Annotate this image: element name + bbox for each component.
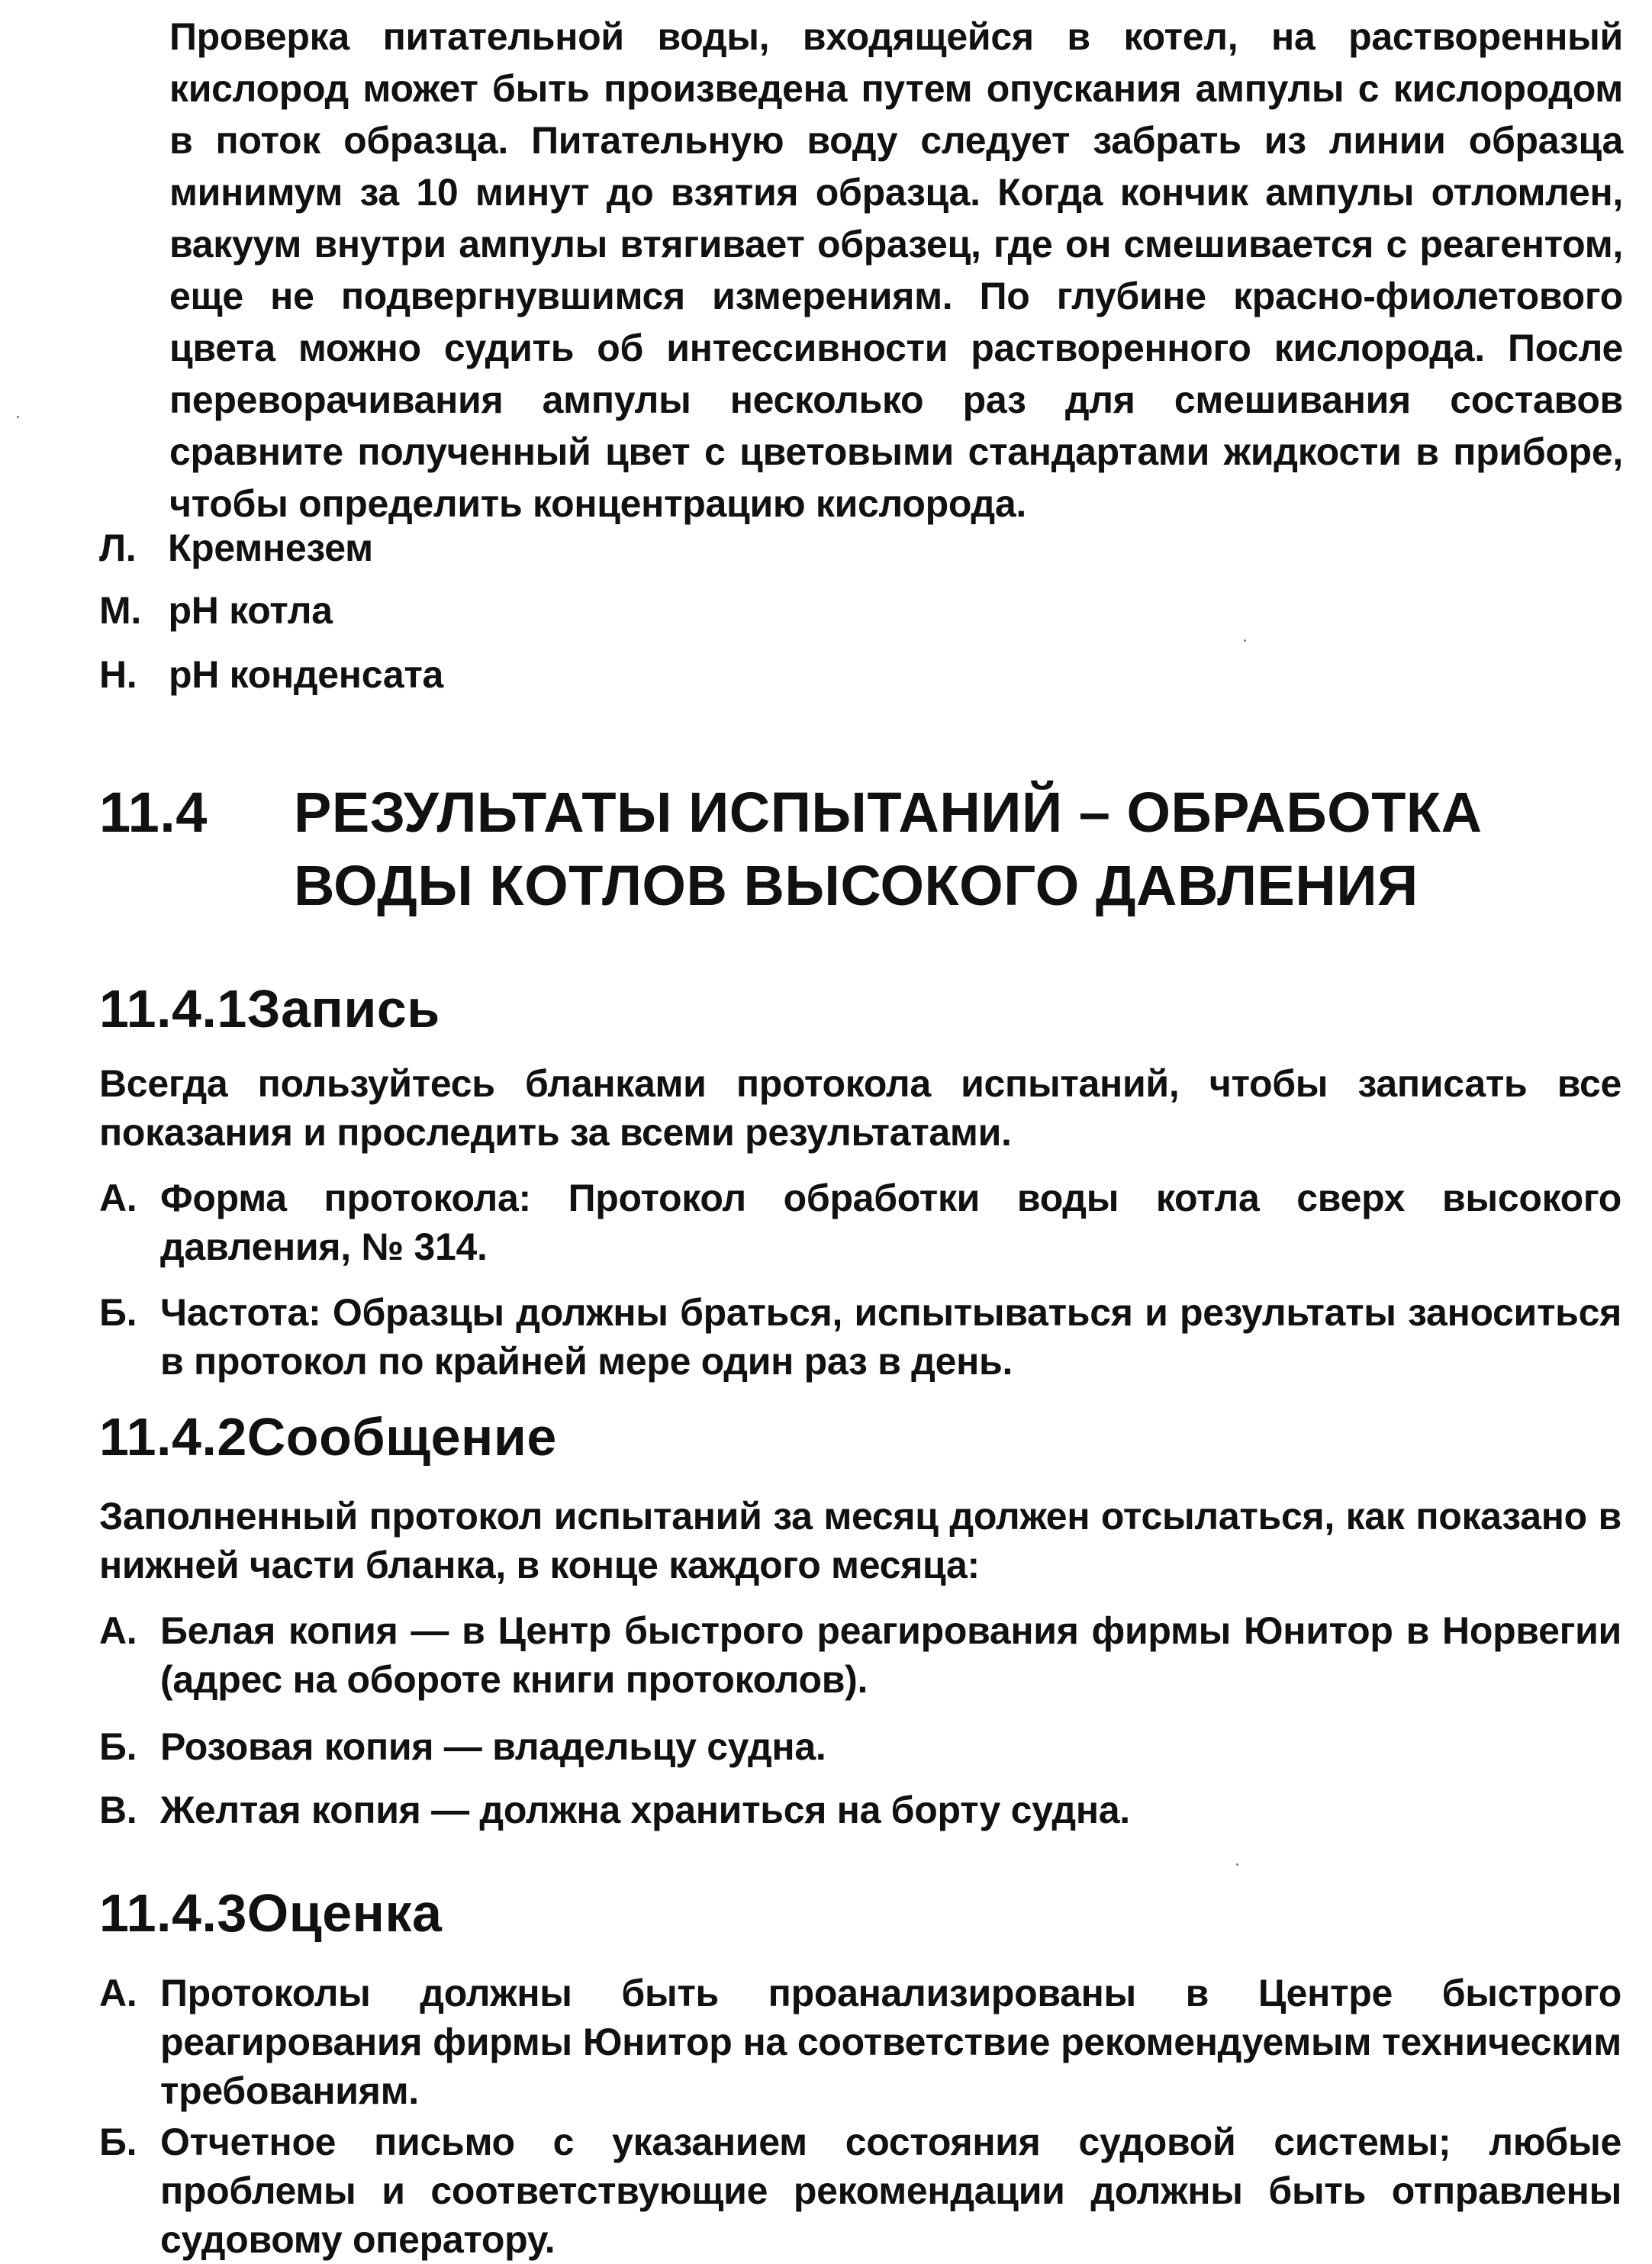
list-item xyxy=(99,1786,1621,1834)
list-item xyxy=(99,1288,1621,1386)
list-item xyxy=(99,1722,1621,1771)
list-item xyxy=(99,1174,1621,1271)
list-marker: Л. xyxy=(99,527,137,569)
list-item xyxy=(99,586,333,635)
report-paragraph: Заполненный протокол испытаний за месяц должен отсылаться, как показано в нижней части бланка, в конце каждого месяца: xyxy=(99,1495,1621,1586)
list-marker: А. xyxy=(99,1972,137,2014)
list-text: Кремнезем xyxy=(167,527,373,569)
subsection-heading-report: 11.4.2Сообщение xyxy=(99,1407,557,1467)
list-text: Протоколы должны быть проанализированы в Центре быстрого реагирования фирмы Юнитор на соответствие рекомендуемым техническим требованиям. xyxy=(160,1972,1621,2112)
list-marker: М. xyxy=(99,589,141,632)
list-text: Частота: Образцы должны браться, испытываться и результаты заноситься в протокол по крайней мере один раз в день. xyxy=(160,1291,1621,1383)
scan-speck xyxy=(17,416,19,418)
list-text: Белая копия — в Центр быстрого реагирования фирмы Юнитор в Норвегии (адрес на обороте книги протоколов). xyxy=(160,1609,1621,1701)
intro-paragraph: Проверка питательной воды, входящейся в котел, на растворенный кислород может быть произведена путем опускания ампулы с кислородом в поток образца. Питательную воду следует забрать из линии образца минимум за 10 минут до взятия образца. Когда кончик ампулы отломлен, вакуум внутри ампулы втягивает образец, где он смешивается с реагентом, еще не подвергнувшимся измерениям. По глубине красно-фиолетового цвета можно судить об интесcивности растворенного кислорода. После переворачивания ампулы несколько раз для смешивания составов сравните полученный цвет с цветовыми стандартами жидкости в приборе, чтобы определить концентрацию кислорода. xyxy=(169,15,1623,525)
list-text: pH конденсата xyxy=(169,653,444,696)
record-paragraph: Всегда пользуйтесь бланками протокола испытаний, чтобы записать все показания и проследить за всеми результатами. xyxy=(99,1062,1621,1154)
list-item xyxy=(99,650,443,699)
list-marker: Б. xyxy=(99,1725,137,1768)
subsection-heading-record: 11.4.1Запись xyxy=(99,979,440,1039)
list-marker: Б. xyxy=(99,1291,137,1334)
list-text: Форма протокола: Протокол обработки воды котла сверх высокого давления, № 314. xyxy=(160,1177,1621,1268)
scan-speck xyxy=(1244,639,1246,642)
list-marker: Н. xyxy=(99,653,137,696)
section-number: 11.4 xyxy=(99,781,208,844)
section-title: РЕЗУЛЬТАТЫ ИСПЫТАНИЙ – ОБРАБОТКА ВОДЫ КОТЛОВ ВЫСОКОГО ДАВЛЕНИЯ xyxy=(294,781,1483,917)
section-heading xyxy=(99,776,1625,929)
list-marker: А. xyxy=(99,1177,137,1219)
list-marker: Б. xyxy=(99,2121,137,2163)
scan-speck xyxy=(1236,1863,1238,1866)
list-item xyxy=(99,2117,1621,2264)
list-item xyxy=(99,1969,1621,2115)
list-item xyxy=(99,523,373,572)
list-marker: А. xyxy=(99,1609,137,1652)
list-item xyxy=(99,1606,1621,1704)
list-text: Желтая копия — должна храниться на борту судна. xyxy=(160,1789,1130,1831)
subsection-heading-evaluation: 11.4.3Оценка xyxy=(99,1883,443,1943)
list-marker: В. xyxy=(99,1789,137,1831)
list-text: Розовая копия — владельцу судна. xyxy=(160,1725,826,1768)
list-text: pH котла xyxy=(168,589,333,632)
list-text: Отчетное письмо с указанием состояния судовой системы; любые проблемы и соответствующие рекомендации должны быть отправлены судовому оператору. xyxy=(160,2121,1621,2261)
